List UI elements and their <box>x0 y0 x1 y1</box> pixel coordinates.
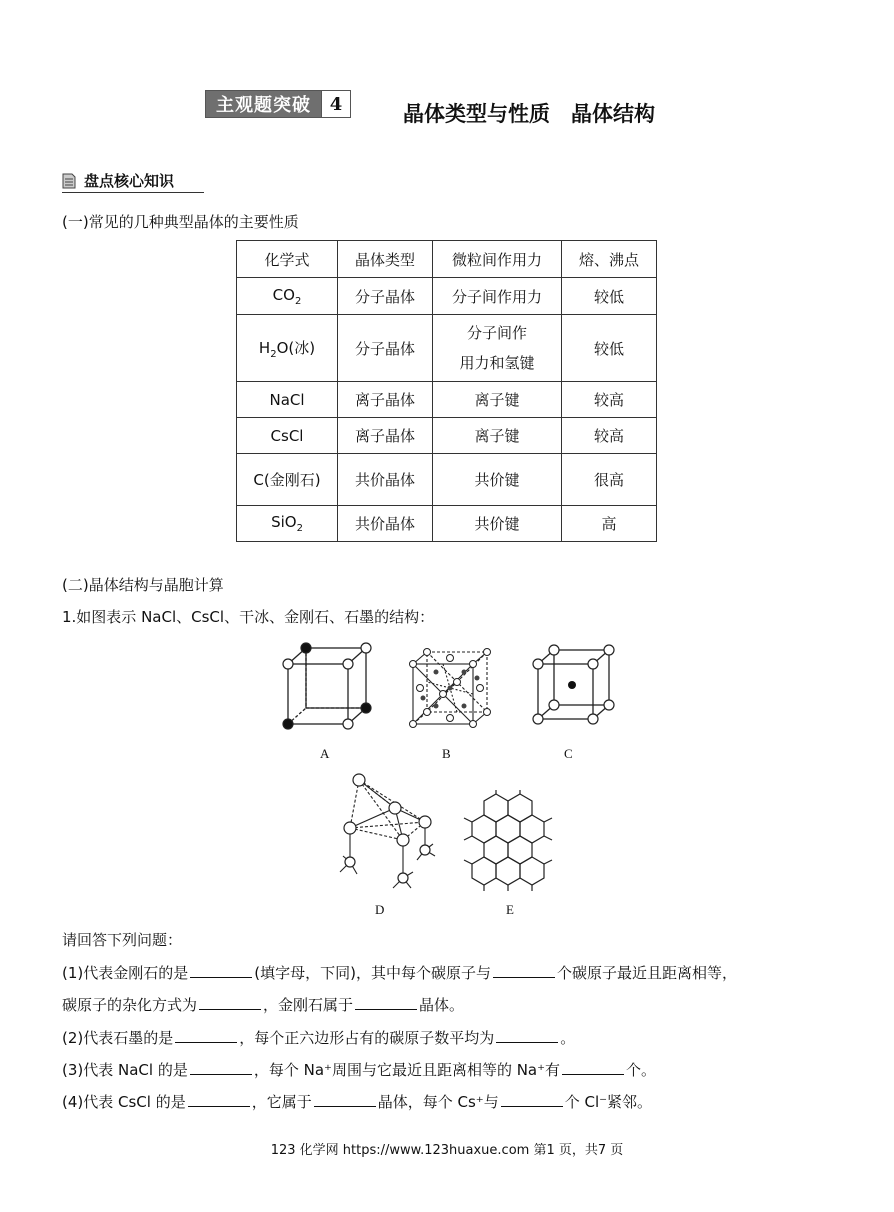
formula-cell: NaCl <box>237 382 338 418</box>
section-heading <box>62 170 174 191</box>
table-row <box>237 418 657 454</box>
table-header-cell: 微粒间作用力 <box>433 241 562 278</box>
answer-blank[interactable] <box>190 1060 252 1075</box>
type-cell: 共价晶体 <box>338 506 433 542</box>
force-cell <box>433 315 562 382</box>
force-line: 用力和氢键 <box>459 354 535 372</box>
formula-cell: SiO$_2$ <box>237 506 338 542</box>
table-row <box>237 315 657 382</box>
badge-number: 4 <box>321 91 350 117</box>
table-row <box>237 506 657 542</box>
formula-cell: C(金刚石) <box>237 454 338 506</box>
answer-blank[interactable] <box>175 1028 237 1043</box>
question-4 <box>62 1091 652 1112</box>
question-text: 个碳原子最近且距离相等， <box>556 964 737 982</box>
answer-blank[interactable] <box>314 1092 376 1107</box>
answer-prompt: 请回答下列问题： <box>62 931 183 949</box>
table-row <box>237 278 657 315</box>
table-header-cell: 熔、沸点 <box>562 241 657 278</box>
table-header-cell: 晶体类型 <box>338 241 433 278</box>
crystal-properties-table <box>236 240 657 542</box>
topic-badge <box>205 90 351 118</box>
figure-label-c: C <box>564 746 573 761</box>
figure-c-cscl-structure <box>530 642 615 727</box>
mp-cell: 较低 <box>562 315 657 382</box>
question-text: 晶体。 <box>419 996 465 1014</box>
table-header-cell: 化学式 <box>237 241 338 278</box>
figure-e-graphite-structure <box>462 790 557 895</box>
section-title: 盘点核心知识 <box>84 172 175 190</box>
answer-blank[interactable] <box>355 995 417 1010</box>
force-cell: 共价键 <box>433 506 562 542</box>
mp-cell: 高 <box>562 506 657 542</box>
section-underline <box>62 192 204 193</box>
mp-cell: 很高 <box>562 454 657 506</box>
figure-d-diamond-structure <box>335 770 440 895</box>
type-cell: 共价晶体 <box>338 454 433 506</box>
force-line: 分子间作 <box>466 324 527 342</box>
answer-blank[interactable] <box>199 995 261 1010</box>
question-text: 个。 <box>626 1061 657 1079</box>
mp-cell: 较高 <box>562 418 657 454</box>
figure-label-e: E <box>506 902 514 917</box>
question-text: 晶体，每个 Cs⁺与 <box>377 1093 499 1111</box>
page-footer: 123 化学网 https://www.123huaxue.com 第1 页，共7 页 <box>270 1143 624 1158</box>
question-text: 。 <box>560 1029 576 1047</box>
formula-cell: CsCl <box>237 418 338 454</box>
table-header-row <box>237 241 657 278</box>
question-1-line1 <box>62 962 737 983</box>
figure-a-nacl-structure <box>278 642 373 734</box>
part1-heading: (一)常见的几种典型晶体的主要性质 <box>62 213 299 231</box>
answer-blank[interactable] <box>562 1060 624 1075</box>
question-text: (4)代表 CsCl 的是 <box>62 1093 186 1111</box>
figure-label-a: A <box>320 746 330 761</box>
answer-blank[interactable] <box>188 1092 250 1107</box>
part2-heading: (二)晶体结构与晶胞计算 <box>62 576 224 594</box>
question-2 <box>62 1027 575 1048</box>
force-cell: 分子间作用力 <box>433 278 562 315</box>
badge-title: 主观题突破 <box>206 91 321 117</box>
question-text: (3)代表 NaCl 的是 <box>62 1061 188 1079</box>
mp-cell: 较低 <box>562 278 657 315</box>
type-cell: 离子晶体 <box>338 418 433 454</box>
table-row <box>237 382 657 418</box>
table-row <box>237 454 657 506</box>
question-text: (1)代表金刚石的是 <box>62 964 189 982</box>
question-text: ，它属于 <box>251 1093 312 1111</box>
type-cell: 离子晶体 <box>338 382 433 418</box>
question-text: 个 Cl⁻紧邻。 <box>564 1093 653 1111</box>
figure-b-dry-ice-structure <box>403 642 495 734</box>
document-icon <box>62 173 76 189</box>
page-title: 晶体类型与性质 晶体结构 <box>403 102 655 126</box>
question-text: ，每个 Na⁺周围与它最近且距离相等的 Na⁺有 <box>253 1061 561 1079</box>
question-text: (2)代表石墨的是 <box>62 1029 174 1047</box>
force-cell: 离子键 <box>433 382 562 418</box>
answer-blank[interactable] <box>496 1028 558 1043</box>
answer-blank[interactable] <box>501 1092 563 1107</box>
question-1-line2 <box>62 994 464 1015</box>
figure-label-d: D <box>375 902 385 917</box>
force-cell: 离子键 <box>433 418 562 454</box>
mp-cell: 较高 <box>562 382 657 418</box>
formula-cell: $H_2O$(冰) <box>237 315 338 382</box>
figure-label-b: B <box>442 746 451 761</box>
type-cell: 分子晶体 <box>338 315 433 382</box>
answer-blank[interactable] <box>190 963 252 978</box>
answer-blank[interactable] <box>493 963 555 978</box>
topic-header <box>205 90 351 118</box>
question-text: ，金刚石属于 <box>263 996 354 1014</box>
question-text: (填字母，下同)，其中每个碳原子与 <box>254 964 491 982</box>
question-text: 碳原子的杂化方式为 <box>62 996 198 1014</box>
type-cell: 分子晶体 <box>338 278 433 315</box>
force-cell: 共价键 <box>433 454 562 506</box>
question1-intro: 1.如图表示 NaCl、CsCl、干冰、金刚石、石墨的结构： <box>62 608 435 626</box>
question-text: ，每个正六边形占有的碳原子数平均为 <box>239 1029 495 1047</box>
formula-cell: $CO_2$ <box>237 278 338 315</box>
question-3 <box>62 1059 656 1080</box>
